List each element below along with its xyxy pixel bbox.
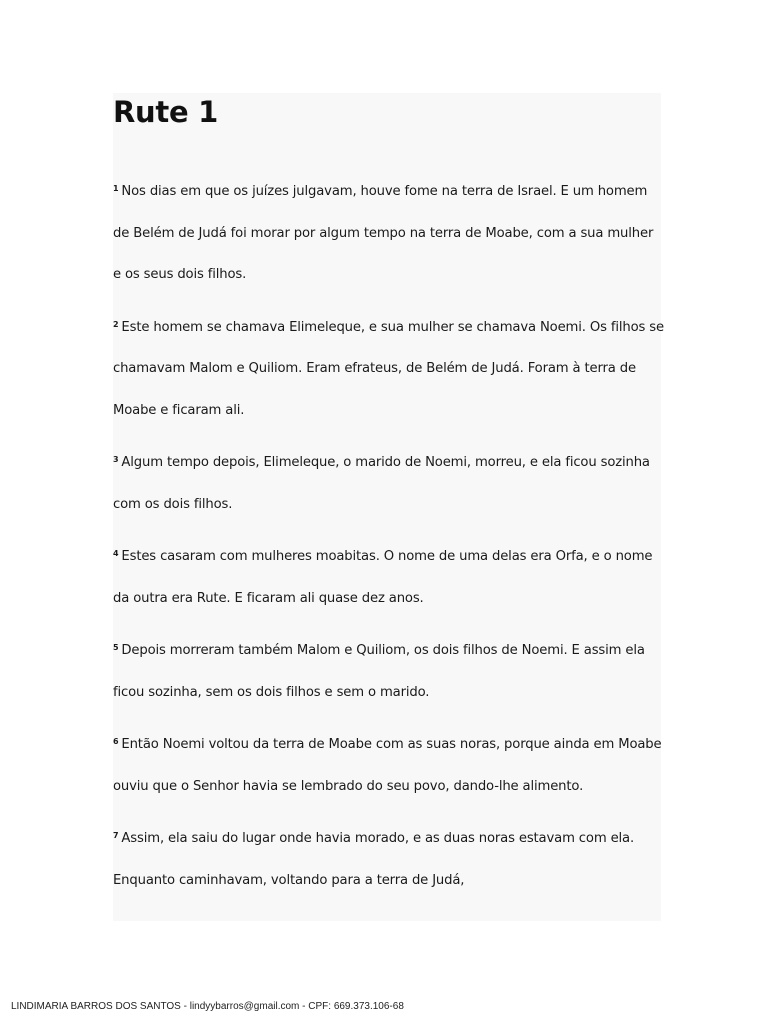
chapter-title: Rute 1	[113, 95, 218, 129]
verse-7	[113, 818, 665, 901]
verse-text: Estes casaram com mulheres moabitas. O nome de uma delas era Orfa, e o nome da outra era Rute. E ficaram ali quase dez anos.	[113, 549, 653, 606]
verse-number: 1	[113, 184, 119, 193]
footer-license-text: LINDIMARIA BARROS DOS SANTOS - lindyybarros@gmail.com - CPF: 669.373.106-68	[11, 1001, 404, 1012]
verse-text: Assim, ela saiu do lugar onde havia morado, e as duas noras estavam com ela. Enquanto caminhavam, voltando para a terra de Judá,	[113, 831, 635, 888]
verse-number: 6	[113, 737, 119, 746]
verse-3	[113, 442, 665, 525]
verse-number: 2	[113, 319, 119, 329]
verse-5	[113, 630, 665, 713]
verse-number: 3	[113, 455, 119, 464]
verse-2	[113, 307, 665, 432]
verse-list	[113, 171, 665, 912]
verse-number: 5	[113, 643, 119, 652]
verse-text: Então Noemi voltou da terra de Moabe com as suas noras, porque ainda em Moabe ouviu que o Senhor havia se lembrado do seu povo, dando-lhe alimento.	[113, 737, 662, 794]
verse-text: Depois morreram também Malom e Quiliom, os dois filhos de Noemi. E assim ela ficou sozinha, sem os dois filhos e sem o marido.	[113, 643, 645, 700]
verse-1	[113, 171, 665, 296]
verse-text: Nos dias em que os juízes julgavam, houve fome na terra de Israel. E um homem de Belém de Judá foi morar por algum tempo na terra de Moabe, com a sua mulher e os seus dois filhos.	[113, 184, 654, 282]
verse-number: 7	[113, 831, 119, 840]
verse-number: 4	[113, 549, 119, 558]
verse-text: Este homem se chamava Elimeleque, e sua mulher se chamava Noemi. Os filhos se chamavam Malom e Quiliom. Eram efrateus, de Belém de Judá. Foram à terra de Moabe e ficaram ali.	[113, 319, 664, 418]
verse-6	[113, 724, 665, 807]
verse-text: Algum tempo depois, Elimeleque, o marido de Noemi, morreu, e ela ficou sozinha com os dois filhos.	[113, 455, 650, 512]
verse-4	[113, 536, 665, 619]
